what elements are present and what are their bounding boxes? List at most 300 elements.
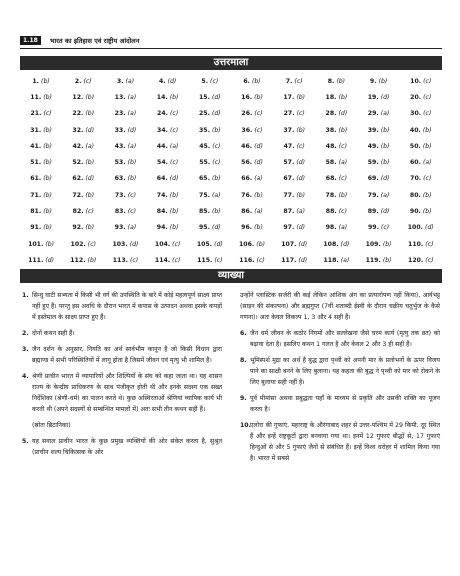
answer-number: 32.: [72, 126, 84, 134]
answer-item: [273, 220, 315, 236]
answer-number: 50.: [409, 142, 421, 150]
answer-number: 14.: [156, 93, 168, 101]
answer-item: [189, 89, 231, 105]
answer-option: (c): [170, 126, 179, 134]
answer-number: 114.: [154, 256, 171, 264]
answer-option: (b): [338, 93, 348, 101]
answer-option: (a): [169, 142, 179, 150]
answer-number: 25.: [198, 110, 210, 118]
answer-item: [104, 138, 146, 154]
answer-option: (b): [296, 126, 306, 134]
answer-number: 71.: [30, 191, 42, 199]
page-header: [20, 34, 442, 49]
answer-number: 103.: [112, 240, 128, 248]
answer-item: [358, 236, 400, 252]
answer-number: 53.: [114, 159, 126, 167]
answer-item: [147, 203, 189, 219]
answer-number: 6.: [243, 77, 250, 85]
answer-option: (d): [254, 142, 263, 150]
answer-item: [358, 187, 400, 203]
answer-option: (d): [214, 240, 223, 248]
answer-item: [273, 73, 315, 89]
explanation-text: यह सवाल प्राचीन भारत के कुछ प्रमुख व्यक्तियों की ओर संकेत करता है, सुश्रुत (प्राचीन शल्य चिकित्सक के ओर: [32, 438, 222, 456]
answer-option: (b): [45, 240, 55, 248]
answer-option: (b): [43, 93, 52, 101]
answer-number: 36.: [241, 126, 253, 134]
answer-row: [20, 252, 442, 268]
answer-item: [358, 220, 400, 236]
answer-number: 112.: [70, 256, 86, 264]
answer-option: (b): [380, 126, 390, 134]
answer-number: 60.: [409, 159, 421, 167]
answer-item: [315, 106, 357, 122]
question-number: 2.: [22, 330, 29, 337]
answer-number: 65.: [198, 175, 210, 183]
answer-item: [62, 138, 104, 154]
answer-option: (a): [340, 256, 350, 264]
answer-item: [315, 154, 357, 170]
answer-option: (b): [85, 224, 95, 232]
answer-item: [189, 236, 231, 252]
answer-option: (d): [296, 224, 306, 232]
answer-item: [20, 138, 62, 154]
answer-item: [189, 171, 231, 187]
answer-item: [104, 220, 146, 236]
answer-option: (c): [256, 256, 265, 264]
answer-number: 105.: [196, 240, 213, 248]
answer-item: [20, 171, 62, 187]
answer-option: (b): [256, 240, 266, 248]
answer-item: [400, 236, 442, 252]
answer-number: 40.: [409, 126, 421, 134]
answer-option: (c): [127, 208, 137, 216]
answer-item: [273, 106, 315, 122]
answer-option: (c): [254, 110, 263, 118]
answer-item: [231, 138, 273, 154]
answer-option: (b): [85, 159, 95, 167]
answer-item: [358, 106, 400, 122]
answer-number: 24.: [157, 110, 169, 118]
answer-option: (d): [211, 110, 221, 118]
answer-option: (c): [296, 110, 305, 118]
answer-option: (a): [338, 159, 348, 167]
answer-item: [104, 106, 146, 122]
answer-number: 98.: [325, 224, 337, 232]
answer-item: [189, 73, 231, 89]
answer-number: 61.: [30, 175, 42, 183]
answer-item: [273, 236, 315, 252]
answer-item: [147, 187, 189, 203]
answer-item: [315, 73, 357, 89]
answer-number: 83.: [114, 208, 126, 216]
answer-number: 33.: [114, 126, 126, 134]
answer-number: 74.: [156, 191, 168, 199]
explanation-text: (स्रोतः ब्रिटानिका): [32, 422, 71, 429]
answer-item: [315, 138, 357, 154]
answer-number: 107.: [281, 240, 297, 248]
answer-item: [62, 73, 104, 89]
answer-option: (b): [336, 77, 346, 85]
answer-item: [147, 89, 189, 105]
answer-item: [358, 73, 400, 89]
answer-number: 80.: [409, 191, 421, 199]
answer-number: 37.: [283, 126, 295, 134]
answer-number: 86.: [241, 208, 253, 216]
answer-number: 15.: [198, 93, 210, 101]
answer-option: (b): [382, 256, 392, 264]
answer-number: 76.: [241, 191, 253, 199]
answer-option: (c): [423, 110, 432, 118]
question-number: 9.: [240, 395, 247, 402]
answer-option: (b): [422, 142, 432, 150]
answer-number: 94.: [156, 224, 168, 232]
answer-item: [104, 236, 146, 252]
explanation-text: सिन्धु घाटी सभ्यता में किसी भी वर्ग की उपस्थिति के बारे में कोई महत्वपूर्ण साक्ष्य प्राप्त नहीं हुए हैं। परन्तु इस अवधि के दौरान भारत में कपास के उत्पादन अथवा इसके कपड़ों में इस्तेमाल के साक्ष्य प्राप्त हुए हैं।: [32, 292, 222, 321]
answer-number: 59.: [367, 159, 379, 167]
answer-option: (b): [251, 77, 261, 85]
answer-item: [104, 171, 146, 187]
answer-item: [231, 106, 273, 122]
answer-option: (b): [296, 93, 306, 101]
chapter-title: भारत का इतिहास एवं राष्ट्रीय आंदोलन: [50, 37, 140, 45]
answer-number: 44.: [156, 142, 168, 150]
answer-item: [231, 154, 273, 170]
answer-option: (b): [85, 110, 95, 118]
answer-item: [358, 203, 400, 219]
answer-number: 118.: [323, 256, 339, 264]
answer-option: (a): [254, 175, 263, 183]
answer-item: [189, 138, 231, 154]
answer-number: 3.: [116, 77, 124, 85]
answer-number: 1.: [32, 77, 40, 85]
answer-number: 13.: [114, 93, 126, 101]
question-number: 4.: [22, 373, 29, 380]
answer-number: 108.: [323, 240, 339, 248]
answer-item: [358, 89, 400, 105]
explanation-text: भूमिस्पर्श मुद्रा का अर्थ है बुद्ध द्वारा पृथ्वी को अपनी मार के प्रलोभनों के ऊपर विजय पाने का साक्षी बनने के लिए बुलाना। यह कहता की बुद्ध ने पृथ्वी को मार को रोकने के लिए बुलाया सही नहीं है।: [250, 357, 440, 386]
answer-item: [62, 106, 104, 122]
answer-number: 2.: [74, 77, 82, 85]
answer-item: [147, 138, 189, 154]
answer-item: [358, 154, 400, 170]
answer-item: [273, 203, 315, 219]
answer-number: 96.: [241, 224, 253, 232]
answer-item: [147, 252, 189, 268]
question-number: 5.: [22, 438, 29, 445]
answer-row: [20, 203, 442, 219]
answer-row: [20, 106, 442, 122]
answer-item: [104, 252, 146, 268]
answer-option: (c): [43, 110, 52, 118]
answer-number: 19.: [367, 93, 379, 101]
answer-number: 84.: [156, 208, 168, 216]
answer-number: 117.: [281, 256, 297, 264]
answer-item: [189, 252, 231, 268]
answer-number: 70.: [410, 175, 422, 183]
answer-option: (d): [298, 240, 308, 248]
answer-number: 18.: [325, 93, 337, 101]
answer-option: (c): [423, 93, 432, 101]
answer-number: 120.: [408, 256, 424, 264]
answer-row: [20, 73, 442, 89]
answer-item: [62, 252, 104, 268]
answer-option: (c): [170, 159, 179, 167]
answer-item: [315, 187, 357, 203]
answer-number: 16.: [241, 93, 253, 101]
answer-option: (a): [85, 142, 95, 150]
answer-option: (d): [296, 159, 306, 167]
answer-option: (c): [425, 256, 434, 264]
answer-number: 68.: [325, 175, 337, 183]
answer-row: [20, 187, 442, 203]
answer-item: [20, 236, 62, 252]
question-number: 8.: [240, 357, 247, 364]
answer-option: (c): [127, 191, 137, 199]
answer-number: 28.: [325, 110, 337, 118]
answer-option: (d): [85, 126, 95, 134]
answer-option: (d): [425, 224, 434, 232]
answer-option: (b): [85, 93, 95, 101]
answer-item: [273, 138, 315, 154]
answer-option: (b): [254, 191, 263, 199]
answer-option: (d): [380, 93, 390, 101]
question-number: 6.: [240, 330, 247, 337]
answer-number: 11.: [30, 93, 42, 101]
answer-option: (b): [338, 191, 348, 199]
answer-option: (c): [338, 142, 347, 150]
answer-item: [231, 171, 273, 187]
answer-item: [147, 73, 189, 89]
answer-option: (b): [211, 208, 221, 216]
answer-item: [315, 220, 357, 236]
answer-number: 17.: [283, 93, 295, 101]
explanation-text: दोनों कथन सही हैं।: [32, 330, 75, 337]
answer-option: (b): [85, 191, 95, 199]
answer-item: [315, 252, 357, 268]
answer-number: 81.: [30, 208, 42, 216]
answer-option: (a): [125, 77, 135, 85]
answer-item: [273, 89, 315, 105]
answer-item: [358, 171, 400, 187]
answer-item: [104, 89, 146, 105]
answer-option: (b): [296, 191, 306, 199]
answer-number: 51.: [30, 159, 42, 167]
answer-item: [231, 203, 273, 219]
answer-item: [62, 187, 104, 203]
answer-option: (c): [212, 159, 221, 167]
answer-item: [20, 252, 62, 268]
answer-option: (b): [127, 175, 137, 183]
answer-number: 29.: [367, 110, 379, 118]
answer-option: (d): [129, 240, 139, 248]
answer-number: 119.: [365, 256, 381, 264]
answer-item: [358, 122, 400, 138]
answer-item: [62, 236, 104, 252]
answer-number: 64.: [156, 175, 168, 183]
answer-option: (a): [127, 224, 137, 232]
answer-option: (b): [211, 175, 221, 183]
explanation-paragraph: [22, 436, 222, 458]
answer-number: 39.: [367, 126, 379, 134]
answer-item: [20, 106, 62, 122]
answer-item: [147, 236, 189, 252]
answer-item: [400, 171, 442, 187]
explanation-right-column: [240, 290, 440, 469]
answer-number: 73.: [114, 191, 126, 199]
answer-option: (b): [127, 159, 137, 167]
page-number: 1.18: [20, 36, 41, 45]
answer-option: (a): [296, 208, 306, 216]
answer-item: [20, 187, 62, 203]
answer-number: 106.: [239, 240, 255, 248]
answer-number: 90.: [409, 208, 421, 216]
answer-item: [315, 89, 357, 105]
answer-row: [20, 89, 442, 105]
answer-option: (c): [380, 224, 390, 232]
answer-number: 69.: [367, 175, 379, 183]
answer-number: 102.: [70, 240, 86, 248]
answer-number: 23.: [114, 110, 126, 118]
answer-option: (c): [338, 175, 347, 183]
answer-option: (a): [338, 224, 348, 232]
answer-option: (c): [254, 126, 263, 134]
answer-number: 47.: [283, 142, 295, 150]
answer-number: 41.: [30, 142, 42, 150]
answer-option: (d): [211, 93, 221, 101]
answer-item: [147, 154, 189, 170]
answer-option: (c): [214, 256, 223, 264]
answer-number: 46.: [241, 142, 253, 150]
answer-option: (a): [212, 191, 221, 199]
answer-item: [273, 171, 315, 187]
answer-item: [273, 154, 315, 170]
answer-option: (c): [423, 175, 432, 183]
answer-row: [20, 138, 442, 154]
answer-option: (b): [380, 142, 390, 150]
answer-number: 34.: [157, 126, 169, 134]
answer-option: (b): [169, 191, 179, 199]
answer-number: 67.: [283, 175, 295, 183]
answer-number: 101.: [28, 240, 44, 248]
answer-number: 8.: [327, 77, 335, 85]
answer-option: (d): [127, 126, 137, 134]
answer-number: 42.: [72, 142, 84, 150]
answer-number: 104.: [154, 240, 171, 248]
answer-number: 91.: [30, 224, 42, 232]
answer-item: [20, 73, 62, 89]
answer-number: 54.: [157, 159, 169, 167]
answer-option: (d): [45, 256, 55, 264]
answer-number: 7.: [285, 77, 293, 85]
answer-option: (b): [169, 208, 179, 216]
answer-option: (d): [340, 240, 350, 248]
answer-row: [20, 154, 442, 170]
answer-item: [231, 220, 273, 236]
answer-item: [273, 187, 315, 203]
answer-item: [20, 220, 62, 236]
answer-item: [104, 73, 146, 89]
answer-option: (b): [43, 208, 52, 216]
answer-item: [189, 203, 231, 219]
answer-option: (b): [43, 159, 52, 167]
answer-number: 5.: [201, 77, 209, 85]
explanation-text: जैन दर्शन के अनुसार, नियति का अर्थ सार्वभौम कानून है जो किसी विधान द्वारा ब्रह्माण्ड में सभी परिस्थितियों में लागू होता है जिसमें जीवन एवं मृत्यु भी शामिल है।: [32, 346, 222, 364]
answer-number: 110.: [408, 240, 424, 248]
answer-item: [315, 236, 357, 252]
answer-number: 97.: [283, 224, 295, 232]
answer-item: [231, 236, 273, 252]
answer-option: (b): [422, 208, 432, 216]
answer-option: (b): [254, 93, 263, 101]
answer-option: (c): [212, 142, 221, 150]
answer-item: [231, 73, 273, 89]
answer-number: 79.: [367, 191, 379, 199]
answer-option: (b): [169, 224, 179, 232]
answer-row: [20, 171, 442, 187]
answer-number: 66.: [241, 175, 253, 183]
answer-option: (d): [85, 175, 95, 183]
explanation-paragraph: [240, 290, 440, 323]
answer-option: (c): [129, 256, 139, 264]
explanation-paragraph: [240, 420, 440, 464]
answer-option: (b): [382, 240, 392, 248]
answer-item: [104, 122, 146, 138]
answer-item: [315, 171, 357, 187]
answer-number: 95.: [198, 224, 210, 232]
answer-option: (c): [172, 240, 181, 248]
answer-option: (c): [85, 208, 94, 216]
answer-number: 87.: [283, 208, 295, 216]
explanation-paragraph: [22, 290, 222, 323]
answer-option: (b): [43, 224, 52, 232]
answer-option: (b): [422, 191, 432, 199]
answer-number: 48.: [325, 142, 337, 150]
answer-option: (b): [378, 77, 388, 85]
answer-number: 56.: [241, 159, 253, 167]
answer-option: (b): [338, 126, 348, 134]
answer-item: [400, 220, 442, 236]
answer-item: [147, 171, 189, 187]
answer-item: [231, 89, 273, 105]
explanation-text: श्रेणी प्राचीन भारत में व्यापारियों और शिल्पियों के संघ को कहा जाता था। यह शासन राज्य के केन्द्रीय प्राधिकरण के साथ पंजीकृत होती थी और इनके सदस्य एक सख्त निर्देशिका (श्रेणी-धर्म) का पालन करते थे। कुछ अस्थिरताओं श्रेणियां व्यापिक कार्य भी करती थी (अपने सदस्यों से सम्बन्धित मामलों में) अतः सभी तीन कथन सही हैं।: [32, 373, 222, 413]
answer-item: [20, 203, 62, 219]
answer-option: (b): [254, 224, 263, 232]
answer-number: 100.: [407, 224, 424, 232]
answers-banner: उत्तरमाला: [20, 56, 442, 70]
answer-number: 49.: [367, 142, 379, 150]
answer-number: 93.: [114, 224, 126, 232]
answer-number: 72.: [72, 191, 84, 199]
answer-option: (d): [167, 77, 177, 85]
explanation-paragraph: [22, 328, 222, 339]
answer-item: [273, 252, 315, 268]
answer-row: [20, 122, 442, 138]
question-number: 10.: [240, 422, 251, 429]
answer-option: (c): [296, 142, 305, 150]
answer-number: 57.: [283, 159, 295, 167]
answer-option: (b): [43, 126, 52, 134]
explanation-text: उन्होंने प्लास्टिक सर्जरी की कई लेकिन आंशिक अंग का प्रत्यारोपण नहीं किया), आर्यभट्ट (साइन की संकल्पना) और ब्रह्मगुप्त (7वीं शताब्दी ईस्वी के दौरान चक्रीय चतुर्भुज के कैसे गणना)। अतः केवल विकल्प 1, 3 और 4 सही हैं।: [240, 292, 440, 321]
explanation-paragraph: [240, 328, 440, 350]
answer-number: 52.: [72, 159, 84, 167]
answer-row: [20, 220, 442, 236]
answer-number: 77.: [283, 191, 295, 199]
answer-number: 111.: [28, 256, 44, 264]
answer-item: [315, 122, 357, 138]
answer-number: 75.: [199, 191, 211, 199]
answer-number: 92.: [72, 224, 84, 232]
answer-item: [189, 154, 231, 170]
